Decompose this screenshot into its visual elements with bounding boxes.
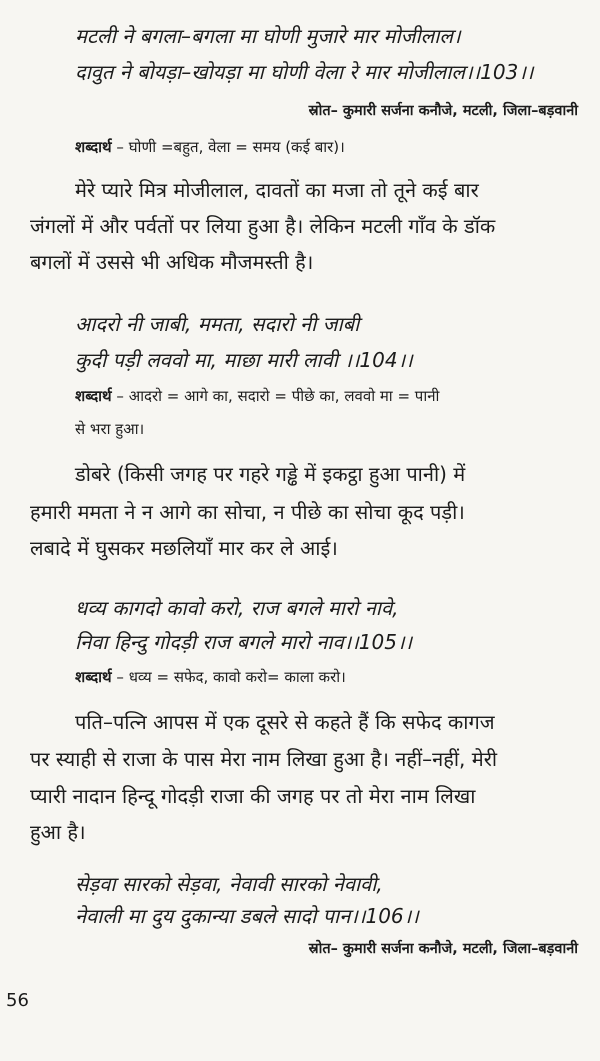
- source-citation: स्रोत– कुमारी सर्जना कनौजे, मटली, जिला–बड़वानी: [308, 103, 578, 119]
- gloss-label: शब्दार्थ: [75, 138, 112, 156]
- gloss-label: शब्दार्थ: [75, 668, 112, 686]
- prose-103-line-3: बगलों में उससे भी अधिक मौजमस्ती है।: [30, 250, 314, 274]
- gloss-label: शब्दार्थ: [75, 387, 112, 405]
- prose-104-line-2: हमारी ममता ने न आगे का सोचा, न पीछे का सोचा कूद पड़ी।: [30, 500, 465, 524]
- verse-106-line-1: सेड़वा सारको सेड़वा, नेवावी सारको नेवावी,: [75, 872, 383, 896]
- prose-104-line-1: डोबरे (किसी जगह पर गहरे गड्ढे में इकट्ठा हुआ पानी) में: [75, 462, 466, 486]
- prose-105-line-3: प्यारी नादान हिन्दू गोदड़ी राजा की जगह पर तो मेरा नाम लिखा: [30, 784, 476, 808]
- prose-105-line-4: हुआ है।: [30, 820, 86, 844]
- prose-103-line-1: मेरे प्यारे मित्र मोजीलाल, दावतों का मजा तो तूने कई बार: [75, 178, 479, 202]
- verse-105-line-1: धव्य कागदो कावो करो, राज बगले मारो नावे,: [75, 596, 399, 620]
- verse-106-line-2: नेवाली मा दुय दुकान्या डबले सादो पान।।106।।: [75, 904, 419, 928]
- gloss-103: [75, 137, 345, 157]
- gloss-104: [75, 386, 439, 406]
- verse-104-line-1: आदरो नी जाबी, ममता, सदारो नी जाबी: [75, 312, 360, 336]
- gloss-text: – घोणी =बहुत, वेला = समय (कई बार)।: [116, 138, 345, 156]
- prose-105-line-2: पर स्याही से राजा के पास मेरा नाम लिखा हुआ है। नहीं–नहीं, मेरी: [30, 747, 498, 771]
- prose-105-line-1: पति–पत्नि आपस में एक दूसरे से कहते हैं कि सफेद कागज: [75, 710, 495, 734]
- gloss-text: – आदरो = आगे का, सदारो = पीछे का, लववो मा = पानी: [116, 387, 440, 405]
- page-number: 56: [6, 990, 29, 1011]
- prose-104-line-3: लबादे में घुसकर मछलियाँ मार कर ले आई।: [30, 536, 338, 560]
- gloss-104-continued: से भरा हुआ।: [75, 420, 145, 438]
- verse-103-line-2: दावुत ने बोयड़ा–खोयड़ा मा घोणी वेला रे मार मोजीलाल।।103।।: [75, 60, 534, 84]
- gloss-text: – धव्य = सफेद, कावो करो= काला करो।: [116, 668, 346, 686]
- verse-104-line-2: कुदी पड़ी लववो मा, माछा मारी लावी ।।104।।: [75, 348, 413, 372]
- source-citation: स्रोत– कुमारी सर्जना कनौजे, मटली, जिला–बड़वानी: [308, 941, 578, 957]
- prose-103-line-2: जंगलों में और पर्वतों पर लिया हुआ है। लेकिन मटली गाँव के डॉक: [30, 214, 496, 238]
- verse-103-line-1: मटली ने बगला–बगला मा घोणी मुजारे मार मोजीलाल।: [75, 24, 461, 48]
- gloss-105: [75, 667, 346, 687]
- verse-105-line-2: निवा हिन्दु गोदड़ी राज बगले मारो नाव।।105।।: [75, 630, 413, 654]
